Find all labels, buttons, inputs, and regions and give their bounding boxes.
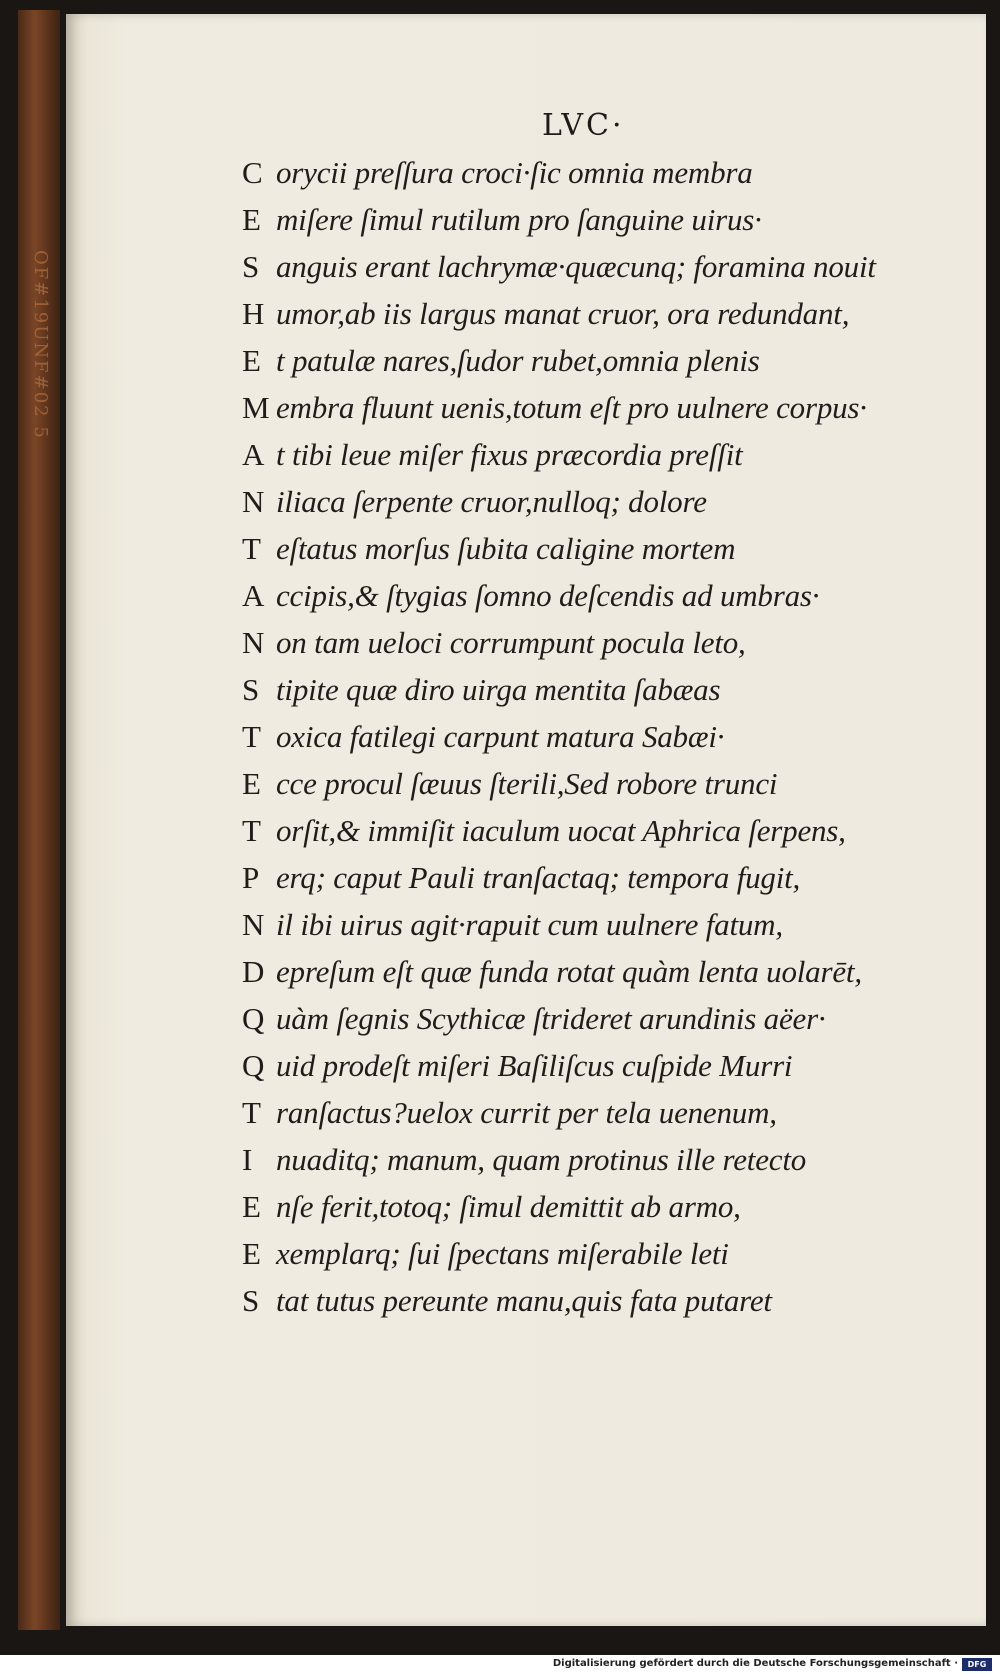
verse-line bbox=[242, 625, 962, 672]
verse-initial: A bbox=[242, 578, 265, 613]
verse-block bbox=[242, 155, 962, 1330]
verse-line bbox=[242, 531, 962, 578]
verse-line bbox=[242, 296, 962, 343]
verse-text: cce procul ſæuus ſterili,Sed robore trunci bbox=[276, 766, 778, 801]
verse-text: orycii preſſura croci·ſic omnia membra bbox=[276, 155, 753, 190]
verse-initial: D bbox=[242, 954, 265, 989]
verse-initial: P bbox=[242, 860, 260, 895]
spine-mark: OF#19UNF#02 5 bbox=[30, 250, 51, 440]
verse-line bbox=[242, 672, 962, 719]
verse-text: t tibi leue miſer fixus præcordia preſſit bbox=[276, 437, 743, 472]
verse-line bbox=[242, 390, 962, 437]
verse-line bbox=[242, 766, 962, 813]
verse-text: tat tutus pereunte manu,quis fata putaret bbox=[276, 1283, 772, 1318]
footer bbox=[0, 1655, 1000, 1675]
footer-credit: Digitalisierung gefördert durch die Deutsche Forschungsgemeinschaft · bbox=[552, 1658, 958, 1669]
verse-initial: T bbox=[242, 531, 261, 566]
verse-text: uàm ſegnis Scythicæ ſtrideret arundinis aëer· bbox=[276, 1001, 826, 1036]
verse-text: eſtatus morſus ſubita caligine mortem bbox=[276, 531, 736, 566]
verse-initial: N bbox=[242, 625, 265, 660]
verse-initial: H bbox=[242, 296, 265, 331]
verse-text: epreſum eſt quæ funda rotat quàm lenta uolarēt, bbox=[276, 954, 862, 989]
verse-initial: S bbox=[242, 1283, 260, 1318]
verse-line bbox=[242, 1048, 962, 1095]
verse-line bbox=[242, 1095, 962, 1142]
verse-text: nuaditq; manum, quam protinus ille retecto bbox=[276, 1142, 807, 1177]
verse-text: t patulæ nares,ſudor rubet,omnia plenis bbox=[276, 343, 760, 378]
verse-text: xemplarq; ſui ſpectans miſerabile leti bbox=[276, 1236, 729, 1271]
verse-text: ccipis,& ſtygias ſomno deſcendis ad umbras· bbox=[276, 578, 820, 613]
verse-text: orſit,& immiſit iaculum uocat Aphrica ſerpens, bbox=[276, 813, 846, 848]
verse-line bbox=[242, 1236, 962, 1283]
verse-line bbox=[242, 1189, 962, 1236]
verse-initial: N bbox=[242, 907, 265, 942]
verse-text: miſere ſimul rutilum pro ſanguine uirus· bbox=[276, 202, 762, 237]
verse-line bbox=[242, 249, 962, 296]
verse-line bbox=[242, 155, 962, 202]
verse-initial: M bbox=[242, 390, 270, 425]
verse-text: iliaca ſerpente cruor,nulloq; dolore bbox=[276, 484, 707, 519]
verse-line bbox=[242, 202, 962, 249]
verse-line bbox=[242, 343, 962, 390]
verse-text: oxica fatilegi carpunt matura Sabæi· bbox=[276, 719, 725, 754]
verse-text: on tam ueloci corrumpunt pocula leto, bbox=[276, 625, 746, 660]
verse-text: umor,ab iis largus manat cruor, ora redundant, bbox=[276, 296, 850, 331]
verse-initial: S bbox=[242, 249, 260, 284]
verse-text: il ibi uirus agit·rapuit cum uulnere fatum, bbox=[276, 907, 783, 942]
verse-line bbox=[242, 1001, 962, 1048]
verse-initial: N bbox=[242, 484, 265, 519]
verse-text: nſe ferit,totoq; ſimul demittit ab armo, bbox=[276, 1189, 741, 1224]
verse-initial: T bbox=[242, 719, 261, 754]
verse-line bbox=[242, 719, 962, 766]
verse-line bbox=[242, 484, 962, 531]
verse-initial: A bbox=[242, 437, 265, 472]
verse-initial: E bbox=[242, 766, 261, 801]
verse-line bbox=[242, 954, 962, 1001]
verse-text: embra fluunt uenis,totum eſt pro uulnere corpus· bbox=[276, 390, 867, 425]
verse-line bbox=[242, 907, 962, 954]
verse-line bbox=[242, 1142, 962, 1189]
verse-text: ranſactus?uelox currit per tela uenenum, bbox=[276, 1095, 777, 1130]
verse-initial: Q bbox=[242, 1001, 265, 1036]
verse-initial: I bbox=[242, 1142, 253, 1177]
verse-initial: E bbox=[242, 202, 261, 237]
verse-text: anguis erant lachrymæ·quæcunq; foramina nouit bbox=[276, 249, 876, 284]
verse-text: erq; caput Pauli tranſactaq; tempora fugit, bbox=[276, 860, 801, 895]
verse-line bbox=[242, 1283, 962, 1330]
verse-line bbox=[242, 860, 962, 907]
verse-initial: T bbox=[242, 1095, 261, 1130]
verse-initial: Q bbox=[242, 1048, 265, 1083]
verse-initial: E bbox=[242, 1189, 261, 1224]
verse-line bbox=[242, 578, 962, 625]
verse-initial: E bbox=[242, 343, 261, 378]
running-head: LVC· bbox=[542, 108, 625, 143]
verse-line bbox=[242, 813, 962, 860]
dfg-logo: DFG bbox=[962, 1658, 992, 1671]
verse-initial: C bbox=[242, 155, 263, 190]
verse-text: tipite quæ diro uirga mentita ſabæas bbox=[276, 672, 721, 707]
verse-initial: T bbox=[242, 813, 261, 848]
verse-text: uid prodeſt miſeri Baſiliſcus cuſpide Murri bbox=[276, 1048, 793, 1083]
verse-initial: S bbox=[242, 672, 260, 707]
verse-initial: E bbox=[242, 1236, 261, 1271]
verse-line bbox=[242, 437, 962, 484]
